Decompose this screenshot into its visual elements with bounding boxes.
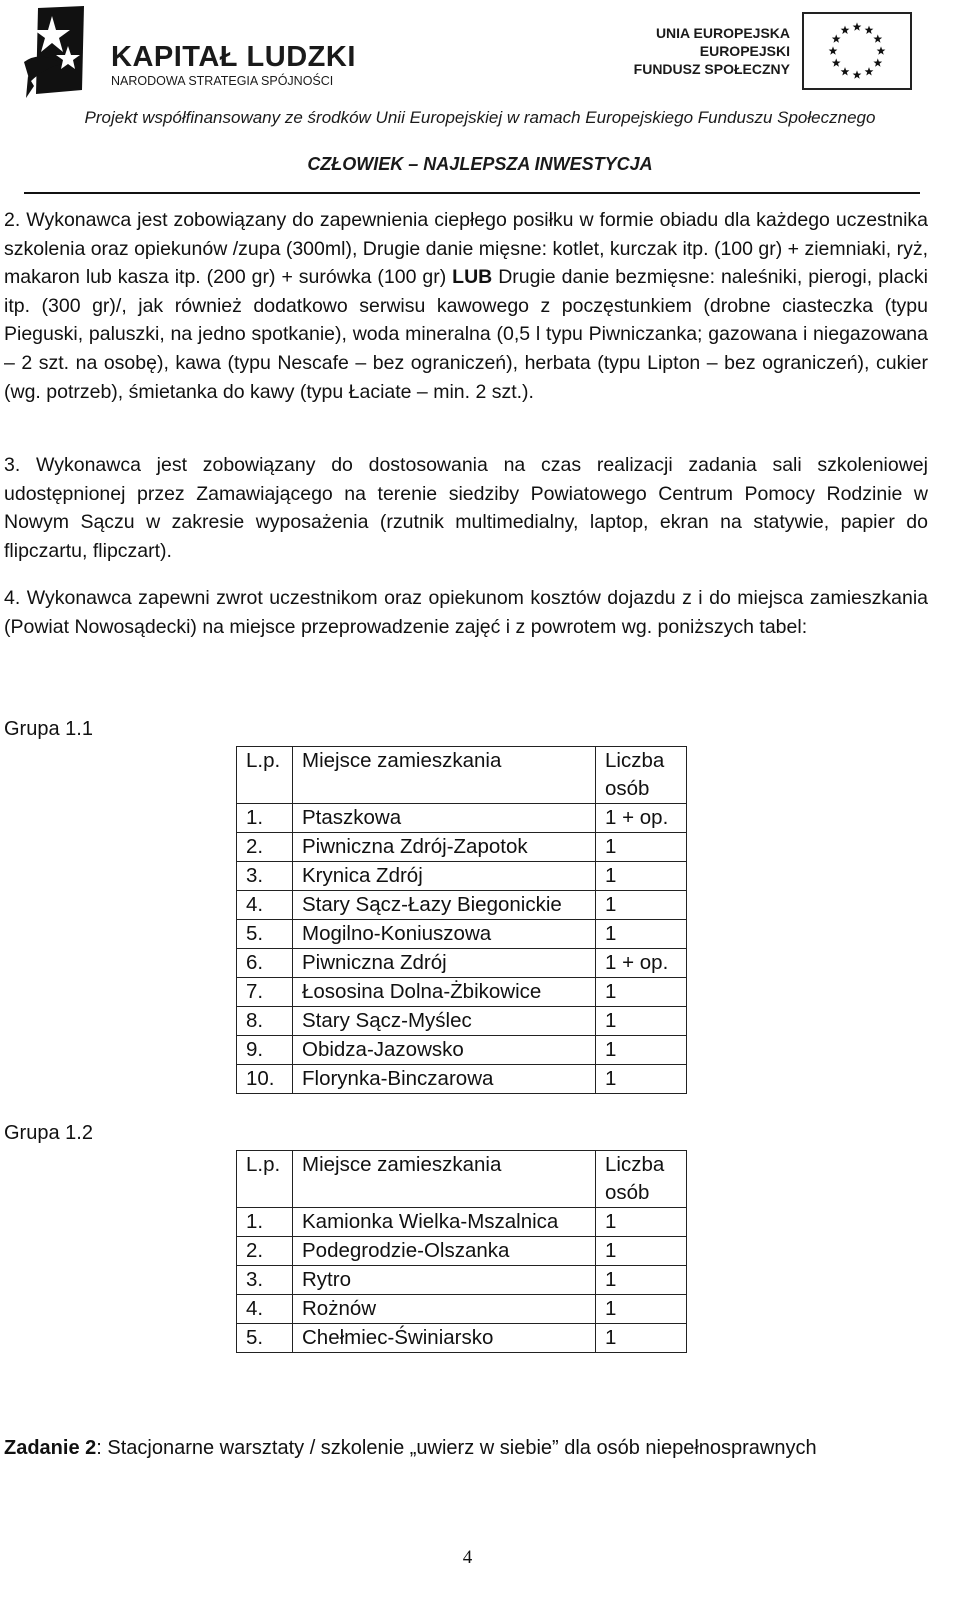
table-row [237, 891, 687, 920]
row-location: Obidza-Jazowsko [293, 1036, 596, 1065]
row-location: Chełmiec-Świniarsko [293, 1324, 596, 1353]
row-count: 1 [596, 1007, 687, 1036]
group-1-2-table [236, 1150, 687, 1353]
group-1-1-table [236, 746, 687, 1094]
header-count [596, 747, 687, 804]
task-2-label: Zadanie 2 [4, 1437, 97, 1459]
row-count: 1 + op. [596, 949, 687, 978]
row-count: 1 [596, 891, 687, 920]
row-location: Piwniczna Zdrój-Zapotok [293, 833, 596, 862]
table-row [237, 1324, 687, 1353]
table-row [237, 978, 687, 1007]
eu-star-icon [873, 34, 882, 42]
eu-star-icon [865, 67, 874, 75]
row-count: 1 [596, 978, 687, 1007]
eu-logo [628, 6, 918, 94]
row-count: 1 [596, 833, 687, 862]
paragraph-4 [4, 584, 928, 641]
eu-star-icon [853, 70, 862, 78]
eu-logo-line2: EUROPEJSKI [699, 43, 790, 59]
row-lp: 4. [237, 1295, 293, 1324]
table-row [237, 920, 687, 949]
row-count: 1 [596, 1324, 687, 1353]
table-row [237, 1237, 687, 1266]
row-lp: 3. [237, 862, 293, 891]
paragraph-4-text: 4. Wykonawca zapewni zwrot uczestnikom oraz opiekunom kosztów dojazdu z i do miejsca zamieszkania (Powiat Nowosądecki) na miejsce przeprowadzenie zajęć i z powrotem wg. poniższych tabel: [4, 587, 928, 638]
row-lp: 1. [237, 804, 293, 833]
row-lp: 10. [237, 1065, 293, 1094]
eu-star-icon [853, 22, 862, 30]
row-count: 1 [596, 1208, 687, 1237]
eu-star-icon [841, 26, 850, 34]
paragraph-2 [4, 206, 928, 406]
table-row [237, 804, 687, 833]
kapital-ludzki-emblem-icon [18, 6, 108, 106]
row-count: 1 + op. [596, 804, 687, 833]
row-location: Rytro [293, 1266, 596, 1295]
row-lp: 2. [237, 1237, 293, 1266]
header-location: Miejsce zamieszkania [293, 747, 596, 804]
row-lp: 4. [237, 891, 293, 920]
eu-logo-text [628, 24, 790, 78]
header-count-line2: osób [605, 777, 650, 800]
row-count: 1 [596, 920, 687, 949]
row-location: Florynka-Binczarowa [293, 1065, 596, 1094]
eu-star-icon [832, 58, 841, 66]
page-number: 4 [462, 1547, 473, 1568]
table-row [237, 1266, 687, 1295]
row-lp: 7. [237, 978, 293, 1007]
header-count-line2: osób [605, 1181, 650, 1204]
table-row [237, 949, 687, 978]
kapital-ludzki-subtitle: NARODOWA STRATEGIA SPÓJNOŚCI [111, 74, 334, 88]
row-count: 1 [596, 1036, 687, 1065]
table-row [237, 833, 687, 862]
kapital-ludzki-title: KAPITAŁ LUDZKI [111, 41, 356, 73]
eu-logo-line1: UNIA EUROPEJSKA [655, 25, 790, 41]
eu-star-icon [865, 26, 874, 34]
row-lp: 1. [237, 1208, 293, 1237]
eu-star-icon [877, 46, 886, 54]
row-location: Stary Sącz-Myślec [293, 1007, 596, 1036]
table-row [237, 1007, 687, 1036]
row-count: 1 [596, 862, 687, 891]
paragraph-2-part2: Drugie danie bezmięsne: naleśniki, pierogi, placki itp. (300 gr)/, jak również dodatkowo serwisu kawowego z poczęstunkiem (drobne ciasteczka (typu Pieguski, paluszki, na jedno spotkanie), woda mineralna (0,5 l typu Piwniczanka; gazowana i niegazowana – 2 szt. na osobę), kawa (typu Nescafe – bez ograniczeń), herbata (typu Lipton – bez ograniczeń), cukier (wg. potrzeb), śmietanka do kawy (typu Łaciate – min. 2 szt.). [4, 266, 928, 403]
paragraph-2-part1: 2. Wykonawca jest zobowiązany do zapewnienia ciepłego posiłku w formie obiadu dla każdego uczestnika szkolenia oraz opiekunów /zupa (300ml), Drugie danie mięsne: kotlet, kurczak itp. (100 gr) + ziemniaki, ryż, makaron lub kasza itp. (200 gr) + surówka (100 gr) [4, 209, 928, 289]
row-location: Kamionka Wielka-Mszalnica [293, 1208, 596, 1237]
row-location: Mogilno-Koniuszowa [293, 920, 596, 949]
motto: CZŁOWIEK – NAJLEPSZA INWESTYCJA [307, 154, 653, 174]
header-divider [24, 192, 920, 194]
row-lp: 9. [237, 1036, 293, 1065]
header-count-line1: Liczba [605, 749, 665, 772]
row-location: Piwniczna Zdrój [293, 949, 596, 978]
header-lp: L.p. [237, 747, 293, 804]
eu-star-icon [873, 58, 882, 66]
header-count-line1: Liczba [605, 1153, 665, 1176]
table-row [237, 862, 687, 891]
row-location: Ptaszkowa [293, 804, 596, 833]
row-lp: 5. [237, 1324, 293, 1353]
row-count: 1 [596, 1237, 687, 1266]
project-cofinancing-line: Projekt współfinansowany ze środków Unii Europejskiej w ramach Europejskiego Funduszu Społecznego [84, 108, 876, 127]
row-location: Podegrodzie-Olszanka [293, 1237, 596, 1266]
paragraph-2-text [4, 206, 928, 406]
row-lp: 8. [237, 1007, 293, 1036]
row-location: Rożnów [293, 1295, 596, 1324]
header-count [596, 1151, 687, 1208]
eu-star-icon [832, 34, 841, 42]
table-row [237, 1208, 687, 1237]
kapital-ludzki-logo [18, 6, 356, 106]
row-location: Stary Sącz-Łazy Biegonickie [293, 891, 596, 920]
header-location: Miejsce zamieszkania [293, 1151, 596, 1208]
eu-star-icon [829, 46, 838, 54]
table-header-row [237, 1151, 687, 1208]
row-lp: 3. [237, 1266, 293, 1295]
row-lp: 5. [237, 920, 293, 949]
table-row [237, 1065, 687, 1094]
group-1-2-label: Grupa 1.2 [4, 1122, 93, 1144]
paragraph-2-bold-lub: LUB [452, 266, 493, 289]
row-count: 1 [596, 1295, 687, 1324]
eu-logo-line3: FUNDUSZ SPOŁECZNY [633, 61, 790, 77]
eu-flag-icon [802, 12, 912, 90]
task-2-heading [4, 1437, 817, 1460]
task-2-text: : Stacjonarne warsztaty / szkolenie „uwierz w siebie” dla osób niepełnosprawnych [96, 1437, 817, 1459]
row-lp: 2. [237, 833, 293, 862]
eu-star-icon [841, 67, 850, 75]
header-lp: L.p. [237, 1151, 293, 1208]
row-lp: 6. [237, 949, 293, 978]
table-header-row [237, 747, 687, 804]
paragraph-3-text: 3. Wykonawca jest zobowiązany do dostosowania na czas realizacji zadania sali szkoleniowej udostępnionej przez Zamawiającego na terenie siedziby Powiatowego Centrum Pomocy Rodzinie w Nowym Sączu w zakresie wyposażenia (rzutnik multimedialny, laptop, ekran na statywie, papier do flipczartu, flipczart). [4, 454, 928, 562]
paragraph-3 [4, 451, 928, 565]
row-location: Krynica Zdrój [293, 862, 596, 891]
row-count: 1 [596, 1266, 687, 1295]
group-1-1-label: Grupa 1.1 [4, 718, 93, 740]
eu-stars-icon [804, 14, 910, 88]
row-location: Łososina Dolna-Żbikowice [293, 978, 596, 1007]
row-count: 1 [596, 1065, 687, 1094]
table-row [237, 1036, 687, 1065]
table-row [237, 1295, 687, 1324]
